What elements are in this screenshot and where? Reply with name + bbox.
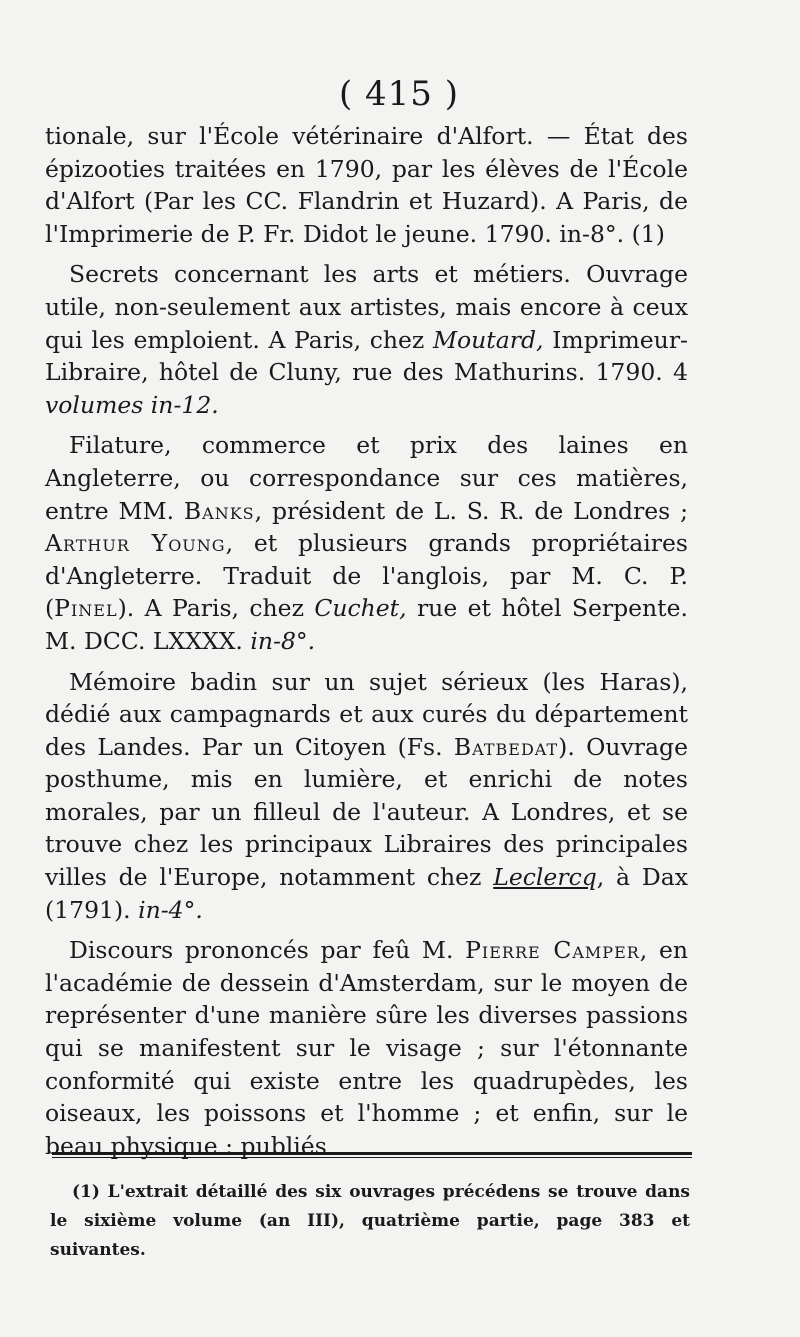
entry-paragraph: Mémoire badin sur un sujet sérieux (les Haras), dédié aux campagnards et aux curés du département des Landes. Par un Citoyen (Fs. Batbedat). Ouvrage posthume, mis en lumière, et enrichi de notes morales, par un filleul de l'auteur. A Londres, et se trouve chez les principaux Libraires des principales villes de l'Europe, notamment chez Leclercq, à Dax (1791). in-4°.: [45, 667, 688, 924]
format: in-8°.: [250, 626, 316, 655]
publisher-name: Leclercq: [493, 863, 597, 892]
author-name: Pinel: [54, 594, 118, 623]
format: in-4°.: [138, 895, 203, 924]
author-name: Arthur Young: [45, 529, 226, 558]
publisher-name: Cuchet,: [314, 594, 407, 623]
author-name: Pierre Camper: [465, 936, 640, 965]
publisher-name: Moutard,: [432, 325, 544, 354]
entry-paragraph: tionale, sur l'École vétérinaire d'Alfort. — État des épizooties traitées en 1790, par les élèves de l'École d'Alfort (Par les CC. Flandrin et Huzard). A Paris, de l'Imprimerie de P. Fr. Didot le jeune. 1790. in-8°. (1): [45, 122, 688, 248]
entry-paragraph: Filature, commerce et prix des laines en Angleterre, ou correspondance sur ces matières, entre MM. Banks, président de L. S. R. de Londres ; Arthur Young, et plusieurs grands propriétaires d'Angleterre. Traduit de l'anglois, par M. C. P. (Pinel). A Paris, chez Cuchet, rue et hôtel Serpente. M. DCC. LXXXX. in-8°.: [45, 431, 688, 655]
entry-paragraph: Secrets concernant les arts et métiers. Ouvrage utile, non-seulement aux artistes, mais encore à ceux qui les emploient. A Paris, chez Moutard, Imprimeur-Libraire, hôtel de Cluny, rue des Mathurins. 1790. 4 volumes in-12.: [45, 260, 688, 419]
format: volumes in-12.: [45, 390, 219, 419]
page-number: ( 415 ): [338, 74, 460, 114]
author-name: Batbedat: [453, 732, 559, 761]
body-text: [45, 120, 688, 1162]
author-name: Banks: [183, 496, 255, 525]
entry-paragraph: Discours prononcés par feû M. Pierre Camper, en l'académie de dessein d'Amsterdam, sur le moyen de représenter d'une manière sûre les diverses passions qui se manifestent sur le visage ; sur l'étonnante conformité qui existe entre les quadrupèdes, les oiseaux, les poissons et l'homme ; et enfin, sur le beau physique : publiés: [45, 936, 688, 1160]
footnote: (1) L'extrait détaillé des six ouvrages précédens se trouve dans le sixième volume (an III), quatrième partie, page 383 et suivantes.: [50, 1182, 690, 1260]
footnote-rule: [52, 1152, 692, 1158]
